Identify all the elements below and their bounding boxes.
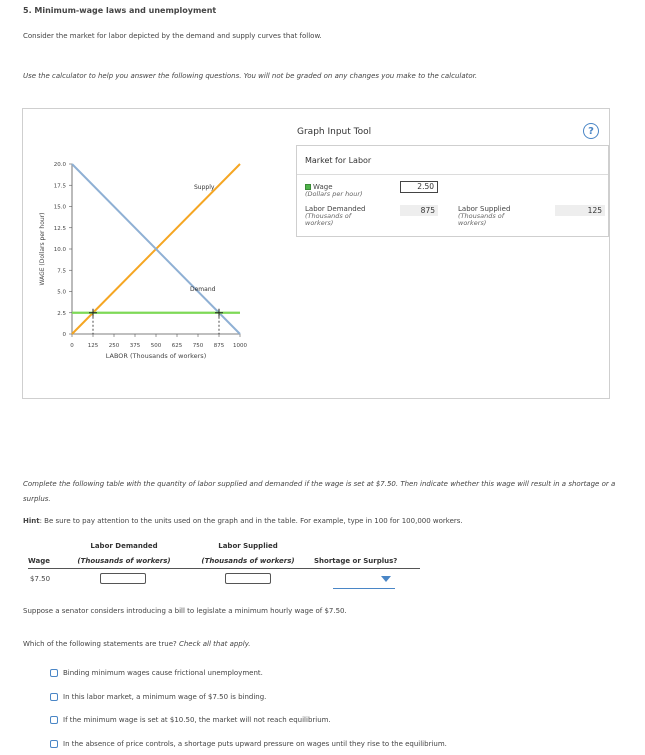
y-tick-label: 15.0: [53, 204, 66, 211]
wage-label: Wage: [313, 183, 333, 191]
option-2[interactable]: [50, 693, 266, 701]
table-header-shortage: Shortage or Surplus?: [314, 557, 398, 565]
chart-area: [23, 109, 293, 398]
y-tick-label: 12.5: [53, 225, 66, 232]
tool-title: Graph Input Tool: [297, 127, 372, 137]
which-text: [23, 640, 251, 648]
labor-supplied-units: (Thousands of workers): [458, 212, 505, 227]
y-tick-label: 10.0: [53, 247, 66, 253]
x-tick-label: 125: [87, 343, 99, 349]
checkbox[interactable]: [50, 693, 58, 701]
which-instruction: Check all that apply.: [178, 640, 251, 648]
labor-supplied-label: Labor Supplied: [458, 205, 511, 213]
x-tick-label: 875: [213, 343, 225, 349]
hint: [23, 517, 463, 525]
option-label: In the absence of price controls, a shortage puts upward pressure on wages until they rise to the equilibrium.: [63, 740, 447, 748]
hint-label: Hint: [23, 517, 40, 525]
table-wage-value: $7.50: [30, 575, 51, 583]
suppose-text: Suppose a senator considers introducing a bill to legislate a minimum hourly wage of $7.50.: [23, 607, 347, 615]
y-tick-label: 5.0: [57, 289, 66, 296]
tool-divider: [297, 174, 608, 175]
x-tick-label: 250: [108, 343, 120, 349]
x-tick-label: 500: [150, 343, 162, 349]
graph-panel: [22, 108, 610, 399]
checkbox[interactable]: [50, 716, 58, 724]
help-icon[interactable]: ?: [583, 123, 599, 139]
x-tick-label: 625: [171, 343, 183, 349]
option-3[interactable]: [50, 716, 331, 724]
y-tick-label: 2.5: [57, 310, 66, 317]
y-tick-label: 7.5: [57, 268, 66, 275]
demanded-label-group: [305, 205, 377, 227]
hint-text: : Be sure to pay attention to the units used on the graph and in the table. For example, type in 100 for 100,000 workers.: [39, 517, 463, 525]
graph-input-tool: [295, 109, 609, 398]
table-header-supplied: Labor Supplied: [218, 542, 278, 550]
wage-label-group: [305, 183, 363, 198]
demand-label: Demand: [190, 286, 216, 293]
x-axis-label: LABOR (Thousands of workers): [105, 352, 207, 360]
x-tick-label: 375: [129, 343, 141, 349]
chevron-down-icon[interactable]: [381, 576, 391, 582]
labor-market-chart[interactable]: [23, 109, 293, 398]
wage-input[interactable]: 2.50: [400, 181, 438, 193]
table-header-demanded-units: (Thousands of workers): [77, 557, 171, 565]
x-tick-label: 1000: [233, 343, 247, 349]
tool-box: [296, 145, 609, 237]
labor-supplied-input[interactable]: [225, 573, 271, 584]
y-axis-label: WAGE (Dollars per hour): [39, 212, 46, 286]
y-tick-label: 20.0: [53, 162, 66, 168]
intro-text: Consider the market for labor depicted by the demand and supply curves that follow.: [23, 32, 322, 40]
y-tick-label: 17.5: [53, 183, 66, 190]
question-title: 5. Minimum-wage laws and unemployment: [23, 6, 217, 15]
wage-units: (Dollars per hour): [305, 190, 363, 198]
complete-instructions: Complete the following table with the quantity of labor supplied and demanded if the wage is set at $7.50. Then indicate whether this wage will result in a shortage or a surplus.: [23, 480, 616, 503]
table-rule: [28, 568, 420, 569]
labor-demanded-units: (Thousands of workers): [305, 212, 352, 227]
labor-demanded-input[interactable]: [100, 573, 146, 584]
calculator-note: Use the calculator to help you answer the following questions. You will not be graded on any changes you make to the calculator.: [23, 72, 478, 80]
option-label: In this labor market, a minimum wage of $7.50 is binding.: [63, 693, 267, 701]
checkbox[interactable]: [50, 669, 58, 677]
table-header-supplied-units: (Thousands of workers): [201, 557, 295, 565]
supplied-label-group: [458, 205, 530, 227]
labor-demanded-label: Labor Demanded: [305, 205, 366, 213]
y-tick-label: 0: [62, 332, 66, 338]
x-tick-label: 750: [192, 343, 204, 349]
x-tick-label: 0: [70, 343, 74, 349]
tool-heading: Market for Labor: [305, 156, 372, 165]
option-1[interactable]: [50, 669, 263, 677]
checkbox[interactable]: [50, 740, 58, 748]
table-header-demanded: Labor Demanded: [90, 542, 158, 550]
supply-label: Supply: [194, 184, 215, 191]
option-label: If the minimum wage is set at $10.50, the market will not reach equilibrium.: [63, 716, 331, 724]
option-4[interactable]: [50, 740, 447, 748]
which-question: Which of the following statements are true?: [23, 640, 177, 648]
table-header-wage: Wage: [28, 557, 50, 565]
option-label: Binding minimum wages cause frictional unemployment.: [63, 669, 263, 677]
labor-supplied-value: 125: [555, 205, 605, 216]
labor-demanded-value: 875: [400, 205, 438, 216]
